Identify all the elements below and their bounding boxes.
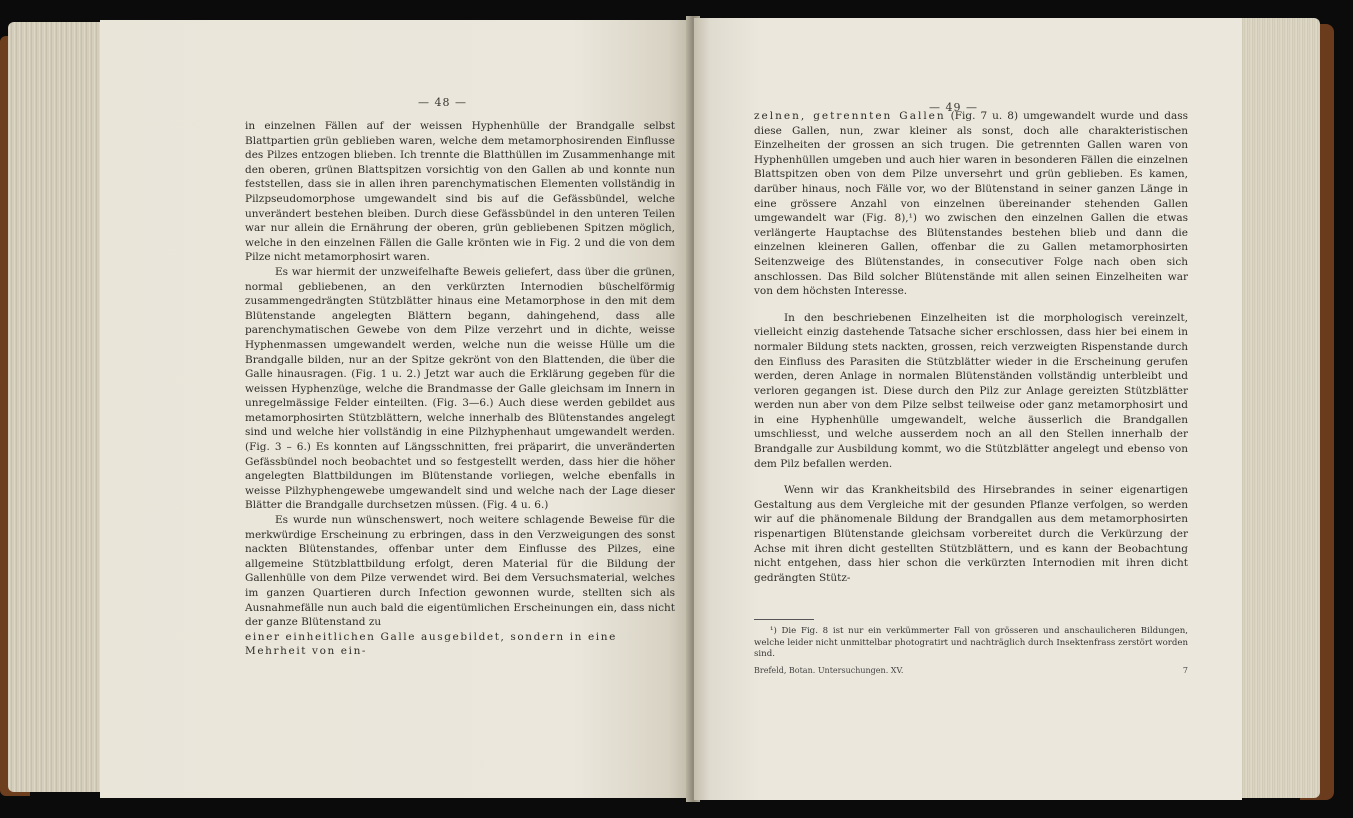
page-number-right: — 49 — [929,101,978,114]
left-paragraph-1: in einzelnen Fällen auf der weissen Hyphenhülle der Brandgalle selbst Blattpartien grün geblieben waren, welche dem metamorphosirenden Einflusse des Pilzes entzogen blieben. Ich trennte die Blatthüllen im Zusammenhange mit den oberen, grünen Blattspitzen vorsichtig von den Gallen ab und konnte nun feststellen, dass sie in allen ihren parenchymatischen Elementen vollständig in Pilzpseudomorphose umgewandelt sind bis auf die Gefässbündel, welche unverändert bestehen bleiben. Durch diese Gefässbündel in den unteren Teilen war nur allein die Ernährung der oberen, grün gebliebenen Spitzen möglich, welche in den einzelnen Fällen die Galle krönten wie in Fig. 2 und die von dem Pilze nicht metamorphosirt waren. [245,120,675,264]
signature-mark: 7 [1182,666,1188,675]
signature-line [754,666,1188,675]
right-paragraph-1-text: (Fig. 7 u. 8) umgewandelt wurde und dass diese Gallen, nun, zwar kleiner als sonst, doch alle charakteristischen Einzelheiten der grossen an sich trugen. Die getrennten Gallen waren von Hyphenhüllen umgeben und auch hier waren in besonderen Fällen die einzelnen Blattspitzen oben von dem Pilze unversehrt und grün geblieben. Es kamen, darüber hinaus, noch Fälle vor, wo der Blütenstand in seiner ganzen Länge in eine grössere Anzahl von einzelnen übereinander stehenden Gallen umgewandelt war (Fig. 8),¹) wo zwischen den einzelnen Gallen die etwas verlängerte Hauptachse des Blütenstandes bestehen blieb und dann die einzelnen kleineren Gallen, offenbar die zu Gallen metamorphosirten Seitenzweige des Blütenstandes, in consecutiver Folge nach oben sich anschlossen. Das Bild solcher Blütenstände mit allen seinen Einzelheiten war von dem höchsten Interesse. [754,110,1188,298]
page-number-left: — 48 — [418,96,467,109]
left-page [100,20,692,798]
left-paragraph-2: Es war hiermit der unzweifelhafte Beweis geliefert, dass über die grünen, normal gebliebenen, an den verkürzten Internodien büschelförmig zusammengedrängten Stützblätter hinaus eine Metamorphose in den mit dem Blütenstande angelegten Blättern begann, dahingehend, dass alle parenchymatischen Gewebe von dem Pilze verzehrt und in dichte, weisse Hyphenmassen umgewandelt werden, welche nun die weisse Hülle um die Brandgalle bilden, nur an der Spitze gekrönt von den Blattenden, die über die Galle hinausragen. (Fig. 1 u. 2.) Jetzt war auch die Erklärung gegeben für die weissen Hyphenzüge, welche die Brandmasse der Galle gleichsam im Innern in unregelmässige Felder einteilten. (Fig. 3—6.) Auch diese werden gebildet aus metamorphosirten Stützblättern, welche innerhalb des Blütenstandes angelegt sind und welche hier vollständig in eine Pilzhyphenhaut umgewandelt werden. (Fig. 3 – 6.) Es konnten auf Längsschnitten, frei präparirt, die unveränderten Gefässbündel noch beobachtet und so festgestellt werden, dass hier die höher angelegten Blattbildungen im Blütenstande vorliegen, welche ebenfalls in weisse Pilzhyphengewebe umgewandelt sind und welche nach der Lage dieser Blätter die Brandgalle durchsetzen müssen. (Fig. 4 u. 6.) [245,265,675,512]
footnote [754,626,1188,661]
right-paragraph-3: Wenn wir das Krankheitsbild des Hirsebrandes in seiner eigenartigen Gestaltung aus dem Vergleiche mit der gesunden Pflanze verfolgen, so werden wir auf die phänomenale Bildung der Brandgallen aus dem metamorphosirten rispenartigen Blütenstande gleichsam vorbereitet durch die Verkürzung der Achse mit ihren dicht gestellten Stützblättern, und es kann der Beobachtung nicht entgehen, dass hier schon die verkürzten Internodien mit ihren dicht gedrängten Stütz- [754,484,1188,584]
left-paragraph-3: Es wurde nun wünschenswert, noch weitere schlagende Beweise für die merkwürdige Erscheinung zu erbringen, dass in den Verzweigungen des sonst nackten Blütenstandes, offenbar unter dem Einflusse des Pilzes, eine allgemeine Stützblattbildung erfolgt, deren Material für die Bildung der Gallenhülle von dem Pilze verwendet wird. Bei dem Versuchsmaterial, welches im ganzen Quartieren durch Infection gewonnen wurde, stellten sich als Ausnahmefälle nun auch bald die eigentümlichen Erscheinungen ein, dass nicht der ganze Blütenstand zu [245,514,675,629]
left-page-body [245,119,675,659]
right-paragraph-1 [754,109,1188,299]
footnote-rule [754,619,814,620]
page-edges-right [1238,18,1320,798]
footnote-text: ¹) Die Fig. 8 ist nur ein verkümmerter Fall von grösseren und anschaulicheren Bildungen, welche leider nicht unmittelbar photogratirt und nachträglich durch Insektenfrass zerstört worden sind. [754,626,1188,660]
right-page-body [754,109,1188,585]
right-page [694,18,1242,800]
spaced-emphasis: zelnen, getrennten Gallen [754,110,946,122]
right-paragraph-2: In den beschriebenen Einzelheiten ist die morphologisch vereinzelt, vielleicht einzig dastehende Tatsache sicher erschlossen, dass hier bei einem in normaler Bildung stets nackten, grossen, reich verzweigten Rispenstande durch den Einfluss des Parasiten die Stützblätter wieder in die Erscheinung gerufen werden, deren Anlage in normalen Blütenständen vollständig unterbleibt und verloren gegangen ist. Diese durch den Pilz zur Anlage gereizten Stützblätter werden nun aber von dem Pilze selbst teilweise oder ganz metamorphosirt und in eine Hyphenhülle umgewandelt, welche äusserlich die Brandgallen umschliesst, und welche ausserdem noch an all den Stellen innerhalb der Brandgalle zur Ausbildung kommt, wo die Stützblätter angelegt und ebenso von dem Pilz befallen werden. [754,311,1188,470]
signature-text: Brefeld, Botan. Untersuchungen. XV. [754,666,904,675]
left-paragraph-last-line: einer einheitlichen Galle ausgebildet, sondern in eine Mehrheit von ein- [245,630,617,658]
